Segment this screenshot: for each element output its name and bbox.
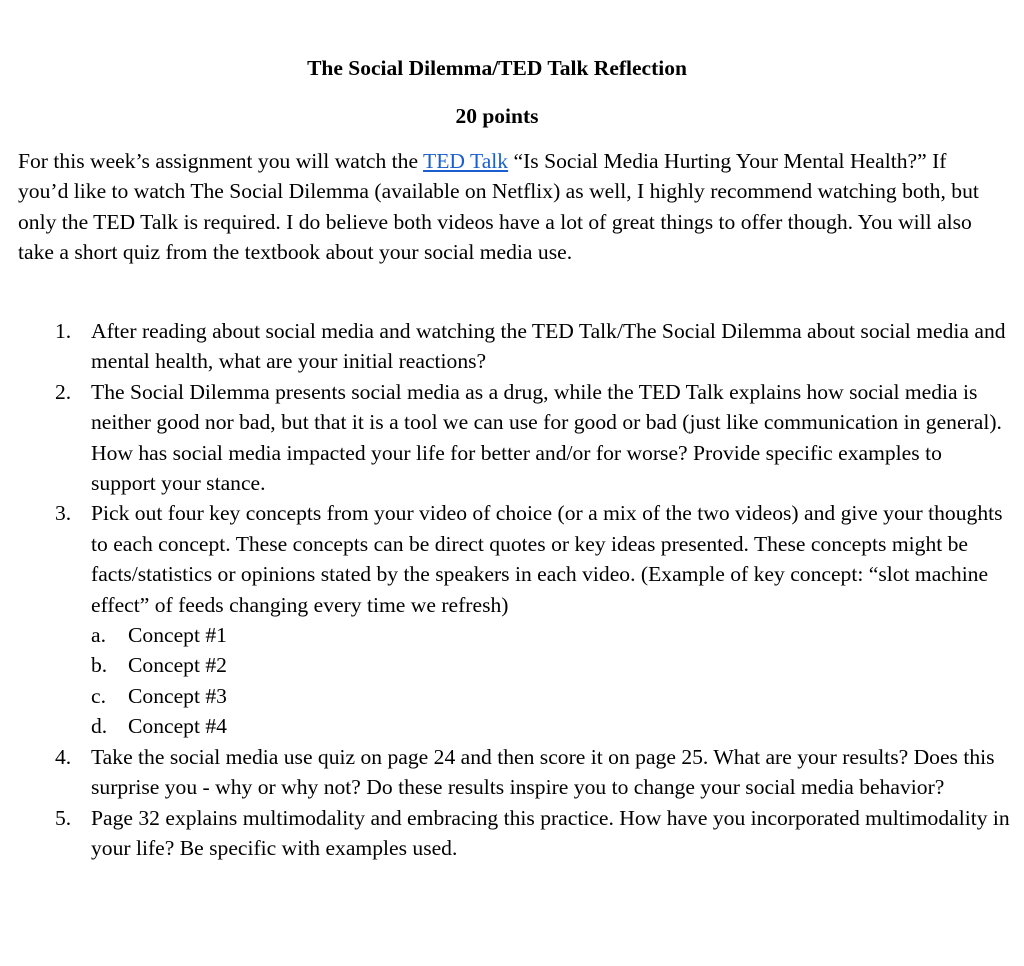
points-heading: 20 points [455, 104, 539, 128]
ted-talk-link[interactable]: TED Talk [423, 149, 509, 173]
concept-text: Concept #1 [128, 623, 227, 648]
concept-item-a [91, 620, 1010, 650]
question-number: 5. [55, 805, 72, 830]
concept-text: Concept #4 [128, 714, 227, 739]
question-item-2 [0, 377, 1010, 499]
question-text: Pick out four key concepts from your video of choice (or a mix of the two videos) and give your thoughts to each concept. These concepts can be direct quotes or key ideas presented. These concepts might be facts/statistics or opinions stated by the speakers in each video. (Example of key concept: “slot machine effect” of feeds changing every time we refresh) [91, 501, 1003, 617]
question-list [0, 316, 1010, 863]
question-number: 4. [55, 744, 72, 769]
question-text: The Social Dilemma presents social media as a drug, while the TED Talk explains how social media is neither good nor bad, but that it is a tool we can use for good or bad (just like communication in general). How has social media impacted your life for better and/or for worse? Provide specific examples to support your stance. [91, 379, 1002, 496]
concept-letter: a. [91, 623, 106, 648]
concept-text: Concept #3 [128, 683, 227, 708]
concept-letter: b. [91, 653, 108, 678]
question-text: Take the social media use quiz on page 24 and then score it on page 25. What are your results? Does this surprise you - why or why not? Do these results inspire you to change your social media behavior? [91, 744, 995, 800]
question-number: 3. [55, 501, 72, 526]
intro-text-before-link: For this week’s assignment you will watch the [18, 149, 424, 173]
question-item-5 [0, 803, 1010, 864]
intro-text-after-link: “Is Social Media Hurting Your Mental Health?” If you’d like to watch The Social Dilemma (available on Netflix) as well, I highly recommend watching both, but only the TED Talk is required. I do believe both videos have a lot of great things to offer though. You will also take a short quiz from the textbook about your social media use. [18, 149, 979, 265]
concept-sublist [91, 620, 1010, 742]
question-number: 1. [55, 319, 72, 343]
concept-item-c [91, 681, 1010, 711]
concept-letter: c. [91, 683, 106, 708]
concept-text: Concept #2 [128, 653, 227, 678]
concept-letter: d. [91, 714, 108, 739]
concept-item-d [91, 711, 1010, 741]
question-text: After reading about social media and watching the TED Talk/The Social Dilemma about social media and mental health, what are your initial reactions? [91, 319, 1006, 374]
question-number: 2. [55, 379, 72, 404]
concept-item-b [91, 650, 1010, 680]
question-item-1 [0, 316, 1010, 377]
intro-paragraph [18, 146, 993, 268]
question-text: Page 32 explains multimodality and embracing this practice. How have you incorporated multimodality in your life? Be specific with examples used. [91, 805, 1010, 860]
question-item-3 [0, 498, 1010, 741]
document-title: The Social Dilemma/TED Talk Reflection [307, 56, 687, 80]
question-item-4 [0, 742, 1010, 803]
